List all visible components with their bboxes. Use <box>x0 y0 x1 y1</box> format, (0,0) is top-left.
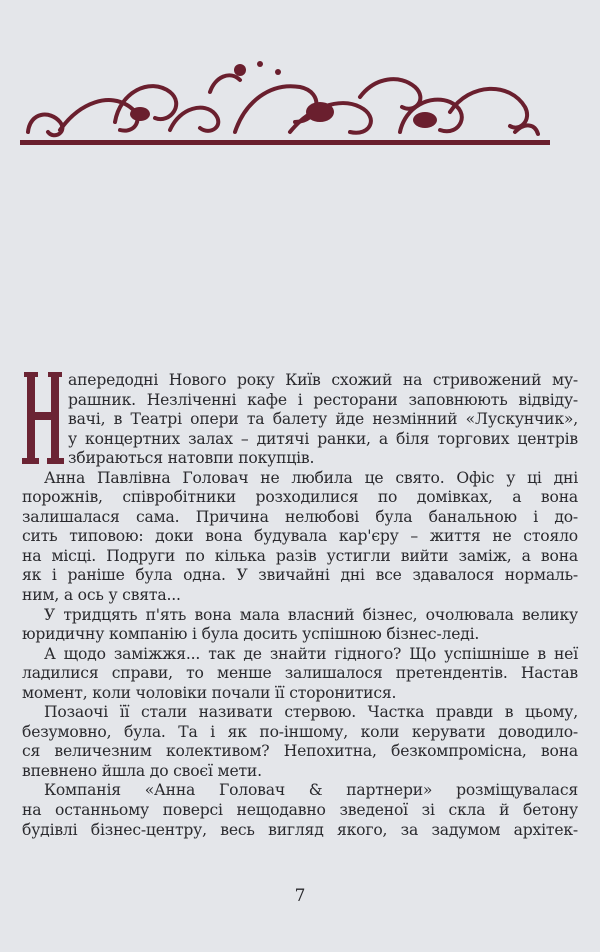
text-line: будівлі бізнес-центру, весь вигляд якого, за задумом архітек- <box>22 820 578 839</box>
text-line: сить типовою: доки вона будувала кар'єру – життя не стояло <box>22 527 578 546</box>
text-line: У тридцять п'ять вона мала власний бізнес, очолювала велику <box>44 605 578 624</box>
text-line: Анна Павлівна Головач не любила це свято. Офіс у ці дні <box>44 468 578 487</box>
text-line: порожнів, співробітники розходилися по домівках, а вона <box>22 488 578 507</box>
text-line: безумовно, була. Та і як по-іншому, коли керувати доводило- <box>22 722 578 741</box>
text-line: юридичну компанію і була досить успішною бізнес-леді. <box>22 625 480 644</box>
text-line: ся величезним колективом? Непохитна, безкомпромісна, вона <box>22 742 578 761</box>
text-line: Компанія «Анна Головач & партнери» розміщувалася <box>44 781 578 800</box>
text-line: апередодні Нового року Київ схожий на стривожений му- <box>68 371 578 389</box>
text-line: момент, коли чоловіки почали її сторонитися. <box>22 683 397 702</box>
page-number: 7 <box>294 886 306 906</box>
text-line: ладилися справи, то менше залишалося претендентів. Настав <box>22 664 578 683</box>
text-line: рашник. Незліченні кафе і ресторани заповнюють відвіду- <box>68 390 578 409</box>
text-line: як і раніше була одна. У звичайні дні все здавалося нормаль- <box>22 566 578 585</box>
paragraph-4 <box>22 645 578 704</box>
text-line: збираються натовпи покупців. <box>68 449 315 468</box>
text-line: на останньому поверсі нещодавно зведеної зі скла й бетону <box>22 801 578 820</box>
paragraph-1 <box>22 371 578 469</box>
text-line: вачі, в Театрі опери та балету йде незмінний «Лускунчик», <box>68 410 578 429</box>
text-line: Позаочі її стали називати стервою. Частка правди в цьому, <box>44 703 578 722</box>
text-line: А щодо заміжжя... так де знайти гідного? Що успішніше в неї <box>44 644 578 663</box>
floral-header-ornament <box>20 52 550 148</box>
paragraph-5 <box>22 703 578 781</box>
text-line: впевнено йшла до своєї мети. <box>22 761 262 780</box>
text-line: залишалася сама. Причина нелюбові була банальною і до- <box>22 507 578 526</box>
body-text <box>22 371 578 840</box>
paragraph-2 <box>22 469 578 606</box>
paragraph-3 <box>22 606 578 645</box>
text-line: у концертних залах – дитячі ранки, а біля торгових центрів <box>68 429 578 448</box>
text-line: ним, а ось у свята... <box>22 586 181 605</box>
paragraph-6 <box>22 781 578 840</box>
text-line: на місці. Подруги по кілька разів устигли вийти заміж, а вона <box>22 546 578 565</box>
